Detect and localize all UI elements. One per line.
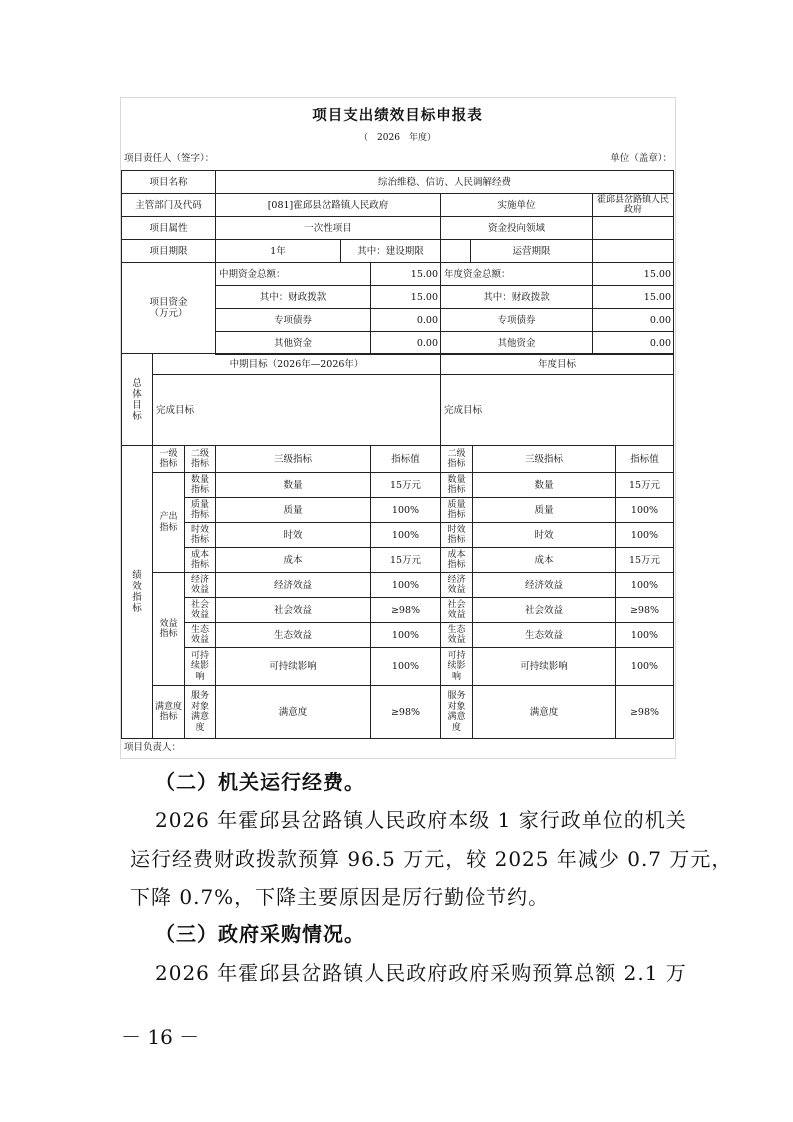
indicator-level3-mid: 生态效益 — [215, 622, 371, 648]
paragraph-line: 下降 0.7%，下降主要原因是厉行勤俭节约。 — [130, 885, 550, 909]
indicator-level3-year: 时效 — [472, 522, 616, 548]
section-heading-2: （二）机关运行经费。 — [155, 770, 365, 794]
table-title: 项目支出绩效目标申报表 — [312, 106, 483, 124]
year-fund-other-value: 0.00 — [592, 331, 674, 355]
year-fund-fiscal-value: 15.00 — [592, 285, 674, 309]
indicator-level2-year: 生态 效益 — [440, 622, 473, 648]
indicator-level3-mid: 经济效益 — [215, 572, 371, 598]
indicator-value-year: 15万元 — [615, 472, 674, 498]
indicator-value-header-year: 指标值 — [615, 445, 674, 473]
indicator-level2-mid: 生态 效益 — [184, 622, 216, 648]
impl-unit-label: 实施单位 — [440, 193, 593, 217]
indicator-value-year: 100% — [615, 647, 674, 686]
indicator-level2-mid: 成本 指标 — [184, 547, 216, 573]
indicator-level2-mid: 可持 续影 响 — [184, 647, 216, 686]
impl-unit-value: 霍邱县岔路镇人民 政府 — [592, 193, 674, 217]
indicator-level2-year: 社会 效益 — [440, 597, 473, 623]
indicator-value-year: 100% — [615, 522, 674, 548]
mid-fund-fiscal-label: 其中：财政拨款 — [215, 285, 371, 309]
indicator-value-year: 100% — [615, 622, 674, 648]
project-name-label: 项目名称 — [121, 170, 216, 194]
level2-header-year: 二级 指标 — [440, 445, 473, 473]
mid-fund-bond-label: 专项债券 — [215, 308, 371, 332]
indicator-level2-mid: 质量 指标 — [184, 497, 216, 523]
indicator-level2-mid: 社会 效益 — [184, 597, 216, 623]
indicator-level3-year: 生态效益 — [472, 622, 616, 648]
invest-field-label: 资金投向领域 — [440, 216, 593, 240]
indicator-level2-year: 质量 指标 — [440, 497, 473, 523]
indicator-value-mid: 100% — [370, 522, 441, 548]
mid-goal-header: 中期目标（2026年—2026年） — [152, 353, 441, 375]
year-fund-bond-label: 专项债券 — [440, 308, 593, 332]
year-fund-fiscal-label: 其中：财政拨款 — [440, 285, 593, 309]
indicator-value-year: 100% — [615, 572, 674, 598]
indicator-level3-year: 质量 — [472, 497, 616, 523]
indicator-value-mid: 15万元 — [370, 547, 441, 573]
indicator-value-year: ≥98% — [615, 597, 674, 623]
indicator-level3-mid: 满意度 — [215, 685, 371, 739]
indicator-value-mid: 100% — [370, 647, 441, 686]
indicator-level2-year: 服务 对象 满意 度 — [440, 685, 473, 739]
paragraph-line: 2026 年霍邱县岔路镇人民政府政府采购预算总额 2.1 万 — [155, 961, 687, 985]
indicator-level3-mid: 时效 — [215, 522, 371, 548]
performance-indicator-label: 绩 效 指 标 — [121, 445, 153, 739]
indicator-value-mid: 100% — [370, 572, 441, 598]
indicator-level3-mid: 质量 — [215, 497, 371, 523]
section-heading-3: （三）政府采购情况。 — [155, 922, 365, 946]
construction-period-value — [440, 239, 471, 263]
paragraph-line: 2026 年霍邱县岔路镇人民政府本级 1 家行政单位的机关 — [155, 808, 687, 832]
indicator-level2-year: 可持 续影 响 — [440, 647, 473, 686]
indicator-value-header-mid: 指标值 — [370, 445, 441, 473]
level3-header-year: 三级指标 — [472, 445, 616, 473]
period-value: 1年 — [215, 239, 341, 263]
project-leader-label: 项目负责人： — [124, 741, 182, 753]
indicator-value-mid: 100% — [370, 497, 441, 523]
level1-header: 一级 指标 — [152, 445, 185, 473]
indicator-level2-year: 经济 效益 — [440, 572, 473, 598]
responsible-signature-label: 项目责任人（签字）： — [124, 152, 215, 164]
level3-header-mid: 三级指标 — [215, 445, 371, 473]
overall-goal-label: 总 体 目 标 — [121, 353, 153, 446]
indicator-level3-mid: 社会效益 — [215, 597, 371, 623]
year-goal-header: 年度目标 — [440, 353, 674, 375]
paragraph-line: 运行经费财政拨款预算 96.5 万元，较 2025 年减少 0.7 万元， — [130, 847, 733, 871]
page-number: － 16 － — [121, 1025, 200, 1049]
invest-field-value — [592, 216, 674, 240]
mid-fund-fiscal-value: 15.00 — [370, 285, 441, 309]
benefit-indicator-label: 效益 指标 — [152, 572, 185, 686]
attribute-label: 项目属性 — [121, 216, 216, 240]
year-fund-total-label: 年度资金总额： — [440, 262, 593, 286]
indicator-level2-mid: 数量 指标 — [184, 472, 216, 498]
year-fund-other-label: 其他资金 — [440, 331, 593, 355]
period-label: 项目期限 — [121, 239, 216, 263]
funds-label: 项目资金 （万元） — [121, 262, 216, 354]
indicator-level2-year: 时效 指标 — [440, 522, 473, 548]
mid-fund-total-value: 15.00 — [370, 262, 441, 286]
mid-fund-bond-value: 0.00 — [370, 308, 441, 332]
indicator-value-mid: 100% — [370, 622, 441, 648]
mid-fund-total-label: 中期资金总额： — [215, 262, 371, 286]
indicator-value-mid: ≥98% — [370, 597, 441, 623]
indicator-level2-year: 数量 指标 — [440, 472, 473, 498]
indicator-value-year: 15万元 — [615, 547, 674, 573]
operation-period-value — [592, 239, 674, 263]
indicator-level3-mid: 可持续影响 — [215, 647, 371, 686]
indicator-level3-year: 成本 — [472, 547, 616, 573]
operation-period-label: 运营期限 — [470, 239, 593, 263]
indicator-level2-mid: 时效 指标 — [184, 522, 216, 548]
indicator-level2-year: 成本 指标 — [440, 547, 473, 573]
level2-header-mid: 二级 指标 — [184, 445, 216, 473]
dept-code-value: [081]霍邱县岔路镇人民政府 — [215, 193, 441, 217]
satisfaction-indicator-label: 满意度 指标 — [152, 685, 185, 739]
year-completion-goal: 完成目标 — [440, 374, 674, 446]
mid-fund-other-label: 其他资金 — [215, 331, 371, 355]
indicator-level3-mid: 数量 — [215, 472, 371, 498]
project-name-value: 综治维稳、信访、人民调解经费 — [215, 170, 674, 194]
indicator-level3-year: 社会效益 — [472, 597, 616, 623]
dept-code-label: 主管部门及代码 — [121, 193, 216, 217]
indicator-level2-mid: 服务 对象 满意 度 — [184, 685, 216, 739]
year-fund-bond-value: 0.00 — [592, 308, 674, 332]
indicator-value-mid: 15万元 — [370, 472, 441, 498]
mid-fund-other-value: 0.00 — [370, 331, 441, 355]
indicator-level3-mid: 成本 — [215, 547, 371, 573]
construction-period-label: 其中：建设期限 — [340, 239, 441, 263]
unit-seal-label: 单位（盖章）： — [610, 152, 672, 164]
year-fund-total-value: 15.00 — [592, 262, 674, 286]
year-label: （ 2026 年度） — [359, 133, 436, 144]
indicator-level3-year: 可持续影响 — [472, 647, 616, 686]
indicator-level3-year: 满意度 — [472, 685, 616, 739]
indicator-value-mid: ≥98% — [370, 685, 441, 739]
attribute-value: 一次性项目 — [215, 216, 441, 240]
indicator-level2-mid: 经济 效益 — [184, 572, 216, 598]
output-indicator-label: 产出 指标 — [152, 472, 185, 573]
indicator-level3-year: 经济效益 — [472, 572, 616, 598]
indicator-value-year: 100% — [615, 497, 674, 523]
indicator-level3-year: 数量 — [472, 472, 616, 498]
indicator-value-year: ≥98% — [615, 685, 674, 739]
mid-completion-goal: 完成目标 — [152, 374, 441, 446]
